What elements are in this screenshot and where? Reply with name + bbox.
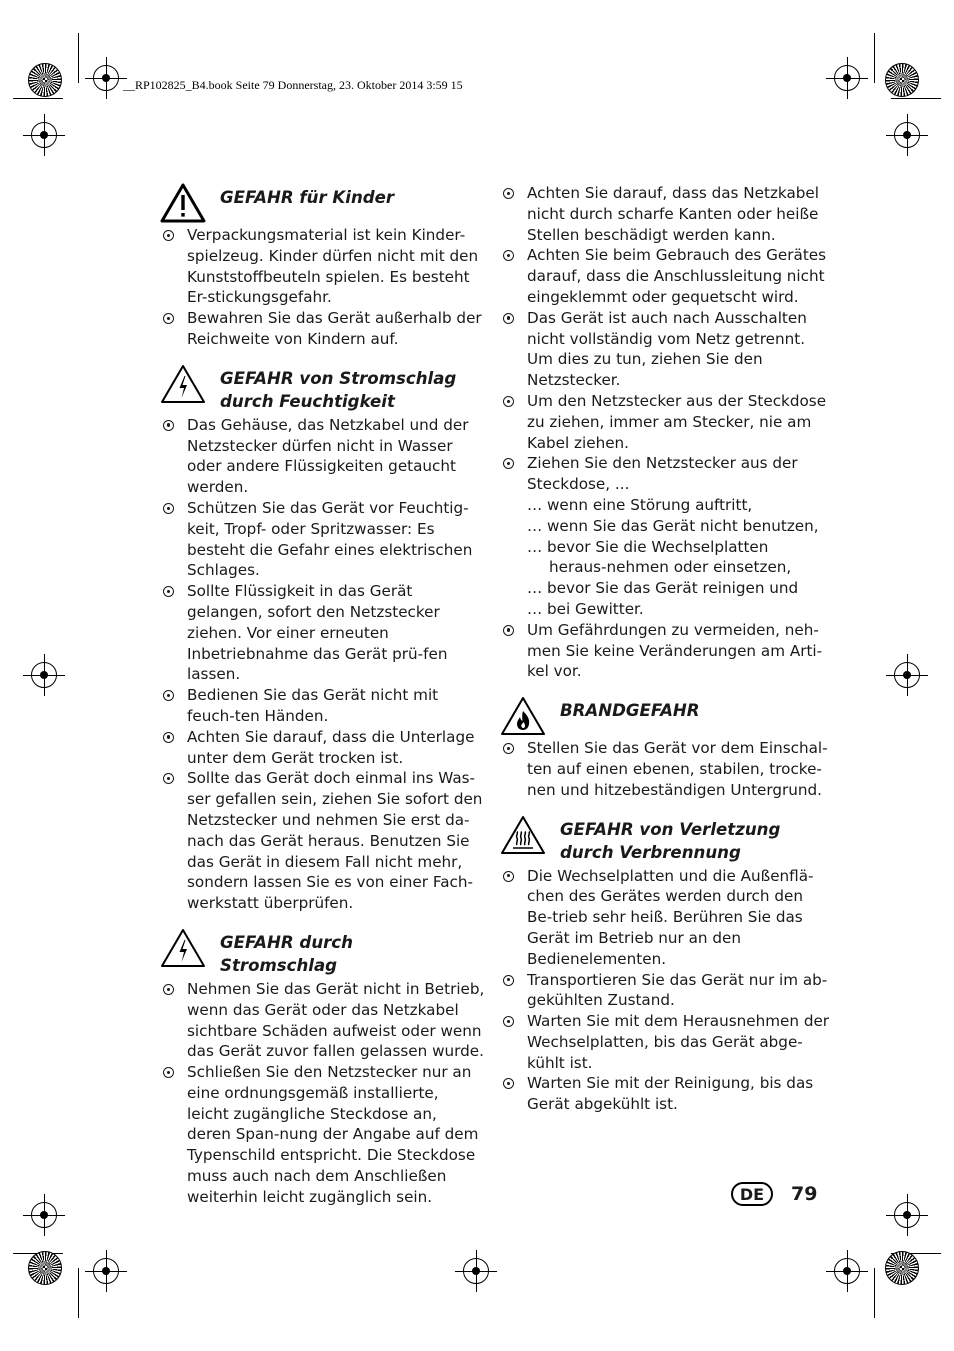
section-title: GEFAHR für Kinder (220, 188, 395, 207)
unplug-cases: … wenn eine Störung auftritt, … wenn Sie das Gerät nicht benutzen, … bevor Sie die Wechselplatten heraus-nehmen oder einsetzen, … bevor Sie das Gerät reinigen und … bei Gewitter. (527, 495, 819, 618)
print-header: __RP102825_B4.book Seite 79 Donnerstag, 23. Oktober 2014 3:59 15 (123, 78, 463, 92)
list-item-unplug: Ziehen Sie den Netzstecker aus der Steckdose, ... … wenn eine Störung auftritt, … wenn Sie das Gerät nicht benutzen, … bevor Sie die Wechselplatten heraus-nehmen oder einsetzen, … bevor Sie das Gerät reinigen und … bei Gewitter. (500, 453, 830, 619)
left-column (160, 183, 485, 1208)
section-burn-danger (500, 815, 830, 1116)
section-fire-danger (500, 696, 830, 800)
list-item: Achten Sie darauf, dass die Unterlage unter dem Gerät trocken ist. (160, 727, 485, 769)
list-item: Verpackungsmaterial ist kein Kinder-spielzeug. Kinder dürfen nicht mit den Kunststoffbeuteln spielen. Es besteht Er-stickungsgefahr. (160, 225, 485, 308)
color-wheel-top-left (28, 63, 62, 97)
section-title: GEFAHR von Stromschlag durch Feuchtigkeit (220, 368, 457, 411)
list-item: Um den Netzstecker aus der Steckdose zu ziehen, immer am Stecker, nie am Kabel ziehen. (500, 391, 830, 453)
hot-surface-icon (500, 815, 546, 855)
section-electric-shock-moisture (160, 364, 485, 914)
list-item: Sollte das Gerät doch einmal ins Was-ser gefallen sein, ziehen Sie sofort den Netzstecker und nehmen Sie erst da-nach das Gerät heraus. Benutzen Sie das Gerät in diesem Fall nicht mehr, sondern lassen Sie es von einer Fach-werkstatt überprüfen. (160, 768, 485, 914)
list-item: Um Gefährdungen zu vermeiden, neh-men Sie keine Veränderungen am Arti-kel vor. (500, 620, 830, 682)
list-item: Nehmen Sie das Gerät nicht in Betrieb, wenn das Gerät oder das Netzkabel sichtbare Schäden aufweist oder wenn das Gerät zuvor fallen gelassen wurde. (160, 979, 485, 1062)
section-electric-shock (160, 928, 485, 1208)
section-title: BRANDGEFAHR (560, 701, 700, 721)
list-item: Transportieren Sie das Gerät nur im ab-gekühlten Zustand. (500, 970, 830, 1012)
list-item: Das Gehäuse, das Netzkabel und der Netzstecker dürfen nicht in Wasser oder andere Flüssigkeiten getaucht werden. (160, 415, 485, 498)
list-item: Die Wechselplatten und die Außenflä-chen des Gerätes werden durch den Be-trieb sehr heiß. Berühren Sie das Gerät im Betrieb nur an den Bedienelementen. (500, 866, 830, 970)
list-item: Das Gerät ist auch nach Ausschalten nicht vollständig vom Netz getrennt. Um dies zu tun, ziehen Sie den Netzstecker. (500, 308, 830, 391)
color-wheel-bottom-left (28, 1251, 62, 1285)
list-item: Warten Sie mit der Reinigung, bis das Gerät abgekühlt ist. (500, 1073, 830, 1115)
list-item: Warten Sie mit dem Herausnehmen der Wechselplatten, bis das Gerät abge-kühlt ist. (500, 1011, 830, 1073)
page-number: 79 (791, 1183, 818, 1205)
page-footer (731, 1182, 817, 1206)
right-column (500, 183, 830, 1115)
section-title: GEFAHR von Verletzung durch Verbrennung (560, 819, 781, 862)
section-title: GEFAHR durch Stromschlag (220, 932, 353, 975)
list-item: Achten Sie darauf, dass das Netzkabel nicht durch scharfe Kanten oder heiße Stellen beschädigt werden kann. (500, 183, 830, 245)
language-badge: DE (731, 1182, 773, 1206)
list-item: Sollte Flüssigkeit in das Gerät gelangen, sofort den Netzstecker ziehen. Vor einer erneuten Inbetriebnahme das Gerät prü-fen lassen. (160, 581, 485, 685)
color-wheel-top-right (885, 63, 919, 97)
list-item: Stellen Sie das Gerät vor dem Einschal-ten auf einen ebenen, stabilen, trocke-nen und hitzebeständigen Untergrund. (500, 738, 830, 800)
fire-icon (500, 696, 546, 736)
list-item: Achten Sie beim Gebrauch des Gerätes darauf, dass die Anschlussleitung nicht eingeklemmt oder gequetscht wird. (500, 245, 830, 307)
electric-shock-icon (160, 928, 206, 968)
list-item: Schützen Sie das Gerät vor Feuchtig-keit, Tropf- oder Spritzwasser: Es besteht die Gefahr eines elektrischen Schlages. (160, 498, 485, 581)
list-item: Bedienen Sie das Gerät nicht mit feuch-ten Händen. (160, 685, 485, 727)
exclamation-warning-icon (160, 183, 206, 223)
electric-shock-icon (160, 364, 206, 404)
list-item: Schließen Sie den Netzstecker nur an eine ordnungsgemäß installierte, leicht zugängliche Steckdose an, deren Span-nung der Angabe auf dem Typenschild entspricht. Die Steckdose muss auch nach dem Anschließen weiterhin leicht zugänglich sein. (160, 1062, 485, 1208)
section-children-danger (160, 183, 485, 350)
list-item: Bewahren Sie das Gerät außerhalb der Reichweite von Kindern auf. (160, 308, 485, 350)
color-wheel-bottom-right (885, 1251, 919, 1285)
